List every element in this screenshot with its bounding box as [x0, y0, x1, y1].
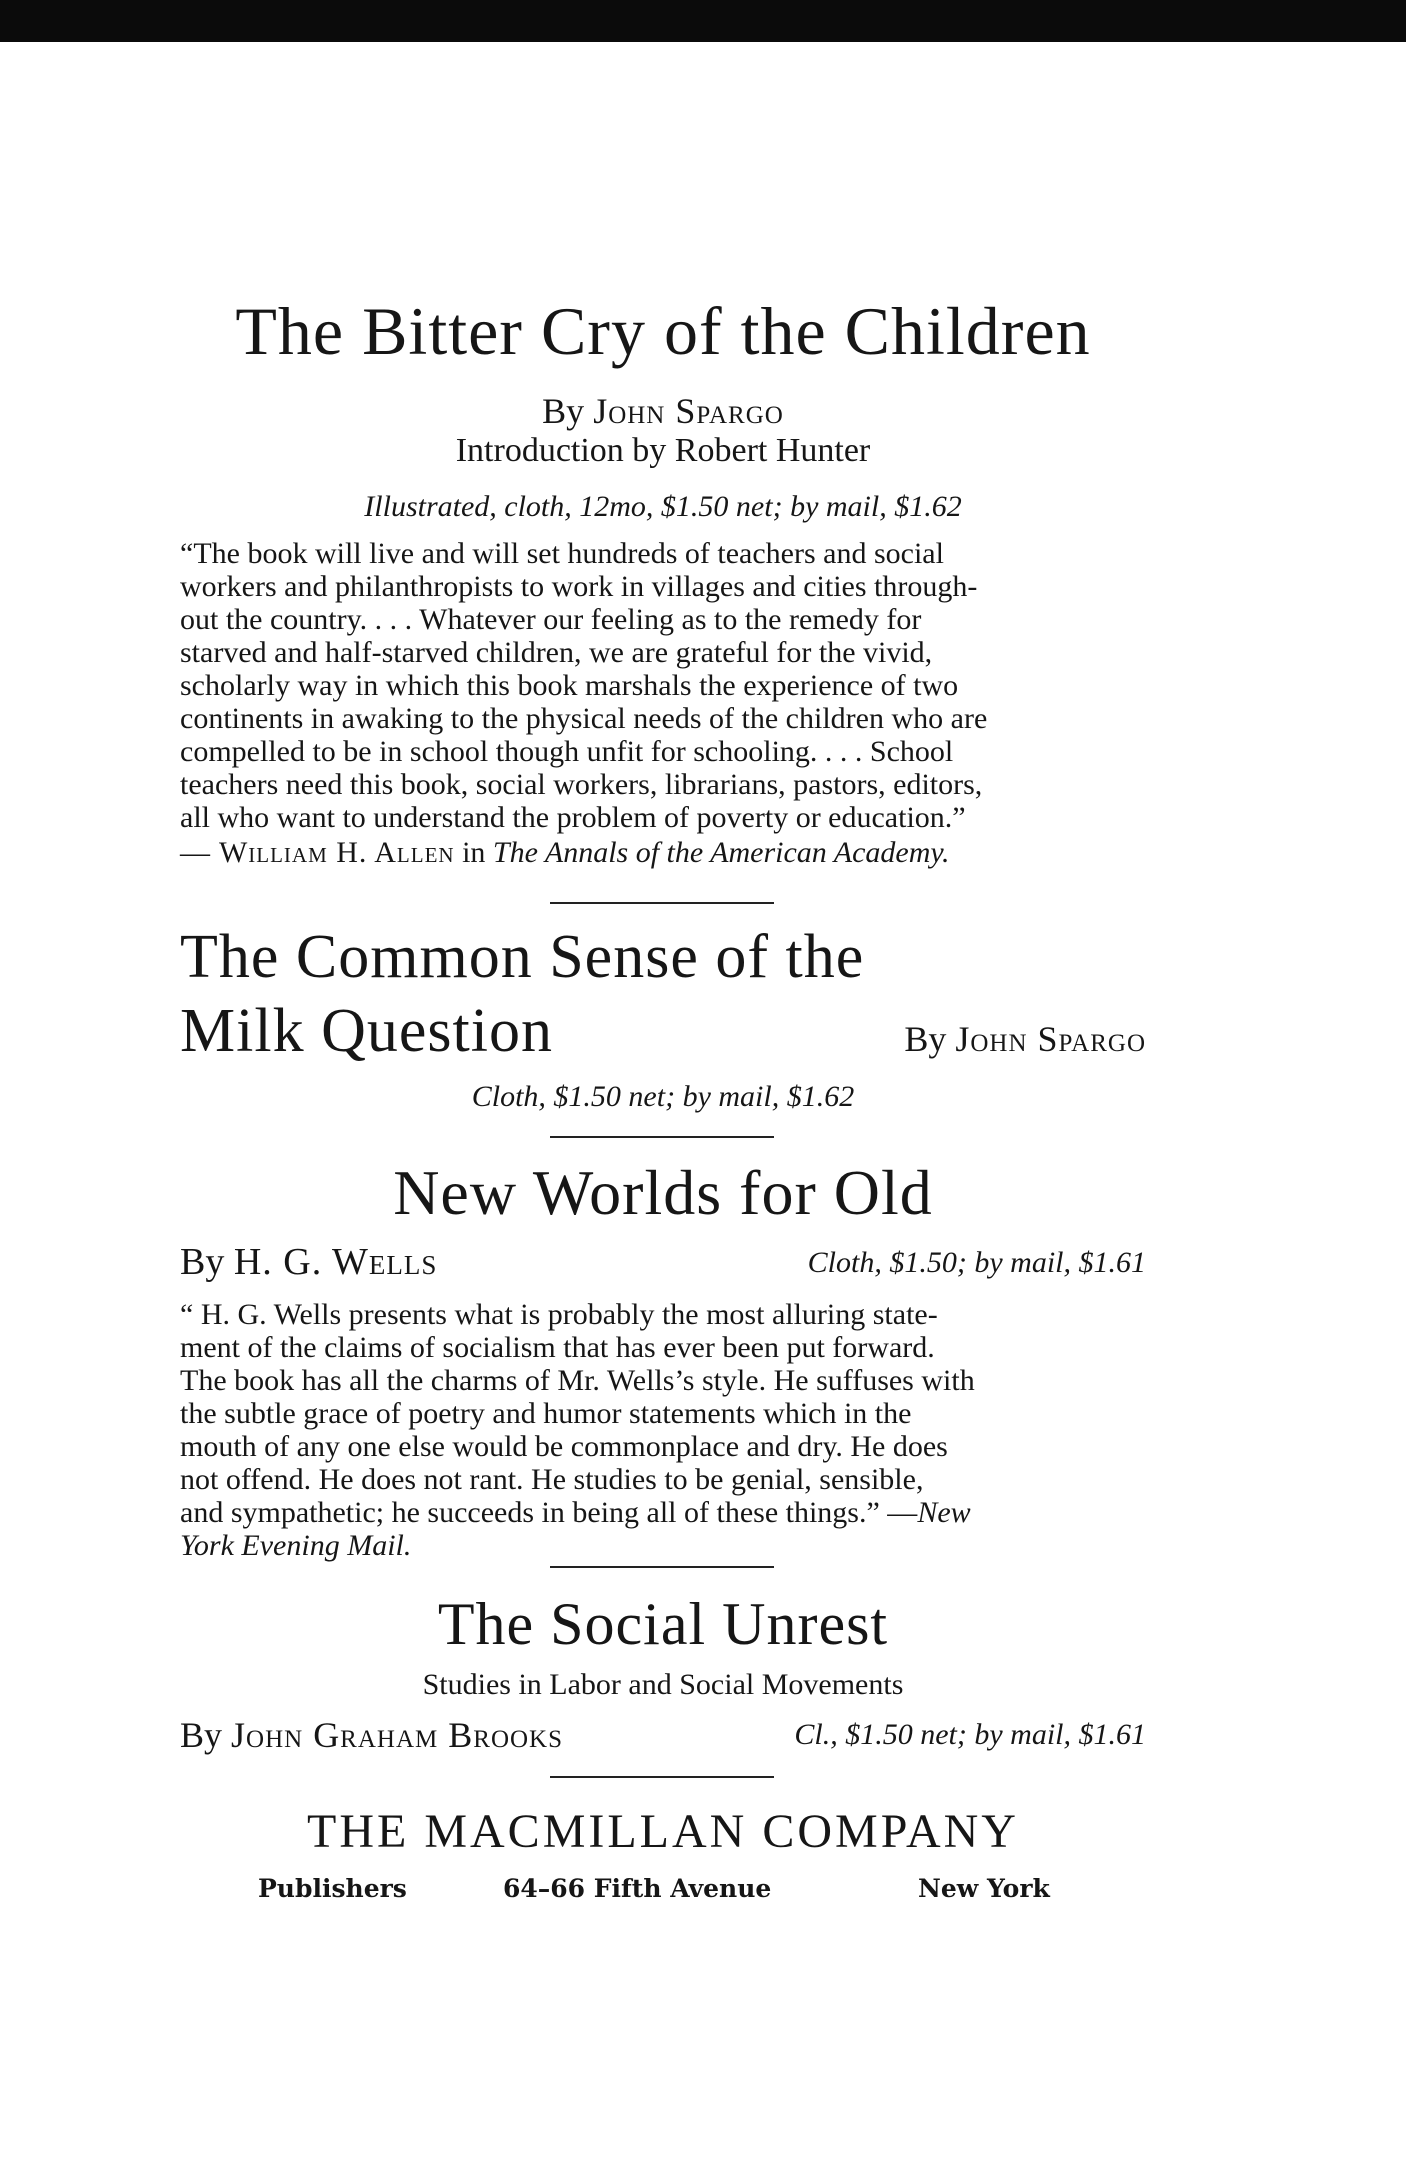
review-source-line: York Evening Mail.	[180, 1529, 412, 1562]
review-line: all who want to understand the problem of poverty or education.”	[180, 801, 966, 834]
author-name: H. G. Wells	[233, 1241, 438, 1283]
review-line: workers and philanthropists to work in villages and cities through-	[180, 570, 978, 603]
review-line: “The book will live and will set hundreds of teachers and social	[180, 537, 944, 570]
publisher-city: New York	[918, 1874, 1050, 1903]
book-author-byline	[810, 1018, 1146, 1060]
scan-top-border	[0, 0, 1406, 42]
book-title-bitter-cry: The Bitter Cry of the Children	[235, 293, 1091, 369]
book-subtitle: Studies in Labor and Social Movements	[422, 1668, 904, 1701]
review-line: “ H. G. Wells presents what is probably the most alluring state-	[180, 1298, 938, 1331]
publisher-role: Publishers	[258, 1874, 407, 1903]
review-line: compelled to be in school though unfit for schooling. . . . School	[180, 735, 954, 768]
book-price: Cl., $1.50 net; by mail, $1.61	[794, 1718, 1146, 1751]
book-title-social-unrest: The Social Unrest	[437, 1591, 889, 1657]
by-label: By	[542, 391, 594, 431]
attribution-in: in	[454, 836, 493, 869]
book-title-milk-line1: The Common Sense of the	[180, 923, 865, 991]
author-name: John Spargo	[593, 391, 784, 431]
review-line: The book has all the charms of Mr. Wells’s style. He suffuses with	[180, 1364, 975, 1397]
book-review-quote	[180, 537, 1146, 834]
book-price: Cloth, $1.50; by mail, $1.61	[807, 1246, 1146, 1279]
publisher-address: 64–66 Fifth Avenue	[503, 1874, 772, 1903]
by-label: By	[180, 1241, 234, 1283]
by-label: By	[904, 1019, 956, 1059]
review-line: teachers need this book, social workers, librarians, pastors, editors,	[180, 768, 983, 801]
section-divider	[550, 1776, 774, 1778]
book-title-milk-line2: Milk Question	[180, 997, 553, 1065]
book-author-byline	[180, 390, 1146, 432]
review-line: continents in awaking to the physical needs of the children who are	[180, 702, 988, 735]
book-price: Cloth, $1.50 net; by mail, $1.62	[471, 1080, 855, 1113]
section-divider	[550, 1566, 774, 1568]
review-line: starved and half-starved children, we are grateful for the vivid,	[180, 636, 933, 669]
book-introduction: Introduction by Robert Hunter	[455, 432, 871, 469]
review-source: New	[917, 1496, 971, 1529]
book-title-new-worlds: New Worlds for Old	[393, 1157, 933, 1228]
review-source: The Annals of the American Academy.	[492, 836, 950, 869]
section-divider	[550, 902, 774, 904]
review-line: not offend. He does not rant. He studies to be genial, sensible,	[180, 1463, 924, 1496]
book-price: Illustrated, cloth, 12mo, $1.50 net; by mail, $1.62	[364, 490, 962, 523]
review-line	[180, 1496, 1146, 1529]
review-last-line: and sympathetic; he succeeds in being all of these things.” —	[180, 1496, 918, 1529]
section-divider	[550, 1136, 774, 1138]
review-line: ment of the claims of socialism that has ever been put forward.	[180, 1331, 935, 1364]
author-name: John Spargo	[955, 1019, 1146, 1059]
author-name: John Graham Brooks	[231, 1715, 564, 1755]
review-line: the subtle grace of poetry and humor statements which in the	[180, 1397, 912, 1430]
by-label: By	[180, 1715, 232, 1755]
review-line: scholarly way in which this book marshals the experience of two	[180, 669, 959, 702]
publisher-name: THE MACMILLAN COMPANY	[307, 1805, 1019, 1858]
review-line: out the country. . . . Whatever our feeling as to the remedy for	[180, 603, 922, 636]
review-attribution	[180, 836, 1146, 870]
reviewer-name: — William H. Allen	[180, 836, 455, 869]
book-review-quote	[180, 1298, 1146, 1562]
book-author-byline	[180, 1240, 437, 1284]
review-line: mouth of any one else would be commonplace and dry. He does	[180, 1430, 948, 1463]
book-author-byline	[180, 1714, 563, 1756]
